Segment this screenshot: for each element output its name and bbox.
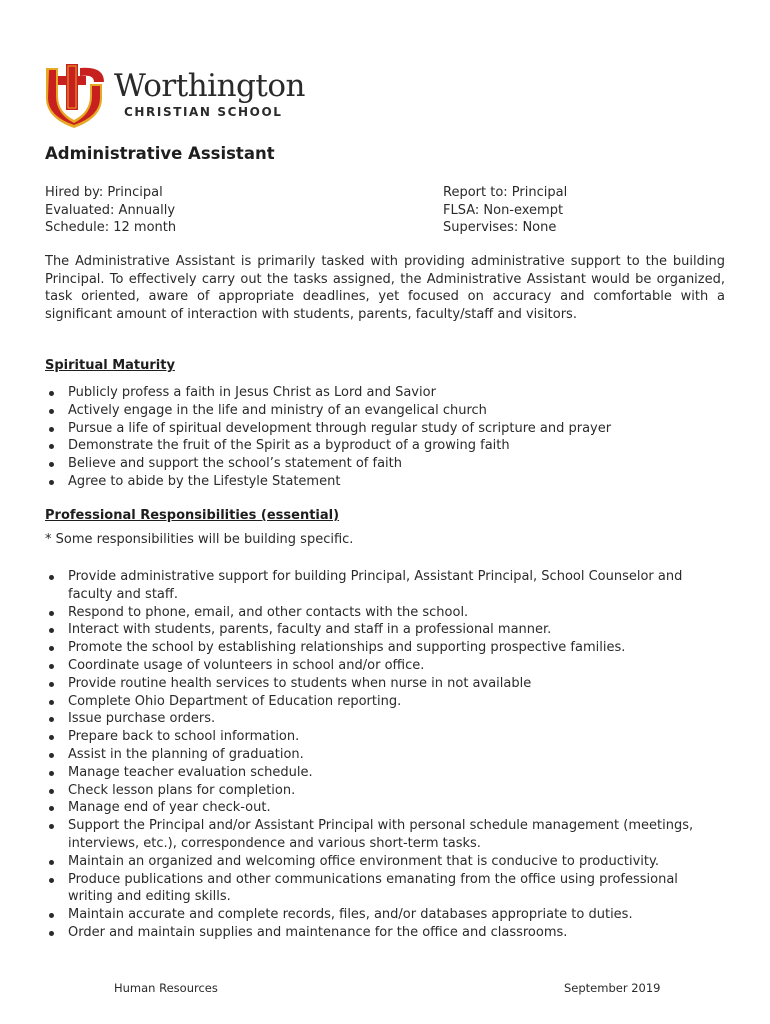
list-item: Coordinate usage of volunteers in school and/or office. — [45, 657, 725, 675]
document-title: Administrative Assistant — [45, 144, 275, 163]
professional-list — [45, 568, 725, 942]
meta-supervises: Supervises: None — [443, 220, 557, 235]
list-item: Provide routine health services to students when nurse in not available — [45, 675, 725, 693]
list-item: Actively engage in the life and ministry of an evangelical church — [45, 402, 725, 420]
meta-report-to: Report to: Principal — [443, 185, 568, 200]
list-item: Believe and support the school’s statement of faith — [45, 455, 725, 473]
list-item: Manage end of year check-out. — [45, 799, 725, 817]
meta-hired-by: Hired by: Principal — [45, 185, 163, 200]
list-item: Publicly profess a faith in Jesus Christ as Lord and Savior — [45, 384, 725, 402]
list-item: Respond to phone, email, and other contacts with the school. — [45, 604, 725, 622]
meta-schedule: Schedule: 12 month — [45, 220, 177, 235]
professional-heading: Professional Responsibilities (essential) — [45, 508, 340, 523]
list-item: Agree to abide by the Lifestyle Statement — [45, 473, 725, 491]
list-item: Demonstrate the fruit of the Spirit as a byproduct of a growing faith — [45, 437, 725, 455]
list-item: Assist in the planning of graduation. — [45, 746, 725, 764]
list-item: Provide administrative support for building Principal, Assistant Principal, School Counselor and faculty and staff. — [45, 568, 725, 604]
list-item: Promote the school by establishing relationships and supporting prospective families. — [45, 639, 725, 657]
list-item: Interact with students, parents, faculty and staff in a professional manner. — [45, 621, 725, 639]
shield-logo-icon — [44, 62, 106, 128]
meta-right — [443, 184, 567, 237]
spiritual-heading: Spiritual Maturity — [45, 358, 175, 373]
list-item: Maintain an organized and welcoming office environment that is conducive to productivity. — [45, 853, 725, 871]
list-item: Pursue a life of spiritual development through regular study of scripture and prayer — [45, 420, 725, 438]
footer-department: Human Resources — [114, 981, 218, 995]
meta-evaluated: Evaluated: Annually — [45, 202, 176, 218]
list-item: Manage teacher evaluation schedule. — [45, 764, 725, 782]
meta-flsa: FLSA: Non-exempt — [443, 202, 564, 218]
list-item: Support the Principal and/or Assistant Principal with personal schedule management (meetings, interviews, etc.), correspondence and various short-term tasks. — [45, 817, 725, 853]
list-item: Complete Ohio Department of Education reporting. — [45, 693, 725, 711]
responsibilities-note: * Some responsibilities will be building specific. — [45, 532, 354, 547]
school-logo — [44, 62, 305, 130]
list-item: Check lesson plans for completion. — [45, 782, 725, 800]
list-item: Order and maintain supplies and maintenance for the office and classrooms. — [45, 924, 725, 942]
list-item: Issue purchase orders. — [45, 710, 725, 728]
spiritual-list — [45, 384, 725, 491]
footer-date: September 2019 — [564, 981, 661, 995]
intro-paragraph: The Administrative Assistant is primarily tasked with providing administrative support to the building Principal. To effectively carry out the tasks assigned, the Administrative Assistant would be organized, task oriented, aware of appropriate deadlines, yet focused on accuracy and comfortable with a significant amount of interaction with students, parents, faculty/staff and visitors. — [45, 254, 725, 322]
meta-left — [45, 184, 176, 237]
list-item: Maintain accurate and complete records, files, and/or databases appropriate to duties. — [45, 906, 725, 924]
logo-name: Worthington — [114, 68, 305, 104]
list-item: Produce publications and other communications emanating from the office using professional writing and editing skills. — [45, 871, 725, 907]
logo-subtitle: CHRISTIAN SCHOOL — [124, 105, 283, 119]
list-item: Prepare back to school information. — [45, 728, 725, 746]
